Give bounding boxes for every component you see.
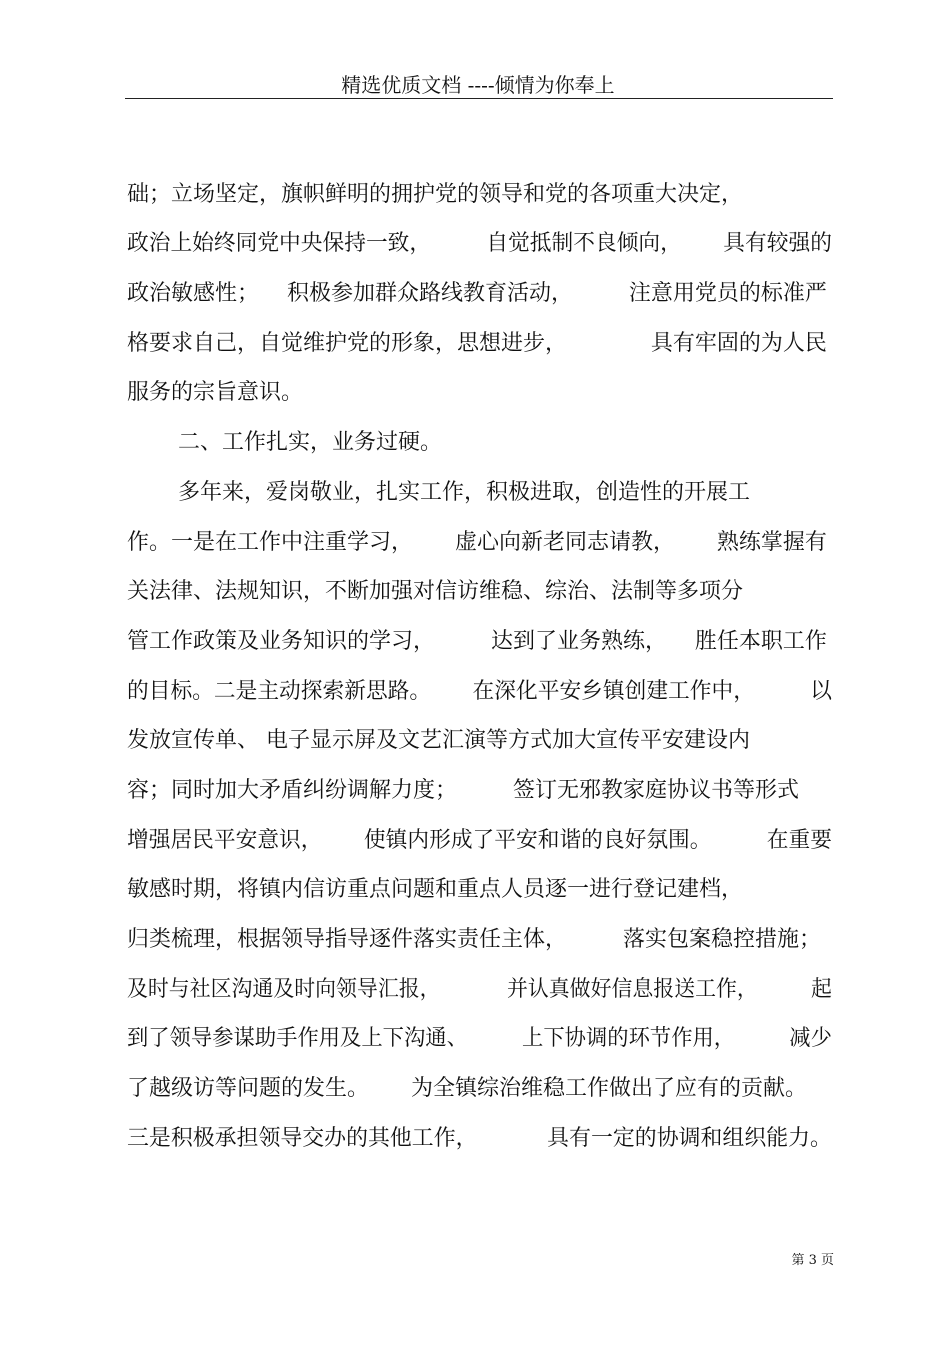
text-line: 增强居民平安意识， 使镇内形成了平安和谐的良好氛围。 在重要 — [127, 828, 832, 853]
text-line: 的目标。二是主动探索新思路。 在深化平安乡镇创建工作中， 以 — [127, 679, 832, 704]
text-line: 敏感时期，将镇内信访重点问题和重点人员逐一进行登记建档， — [127, 877, 744, 902]
text-line: 容；同时加大矛盾纠纷调解力度； 签订无邪教家庭协议书等形式 — [127, 778, 799, 803]
header-divider — [125, 98, 833, 99]
page-header-title: 精选优质文档 ----倾情为你奉上 — [341, 73, 615, 97]
text-line: 三是积极承担领导交办的其他工作， 具有一定的协调和组织能力。 — [127, 1126, 832, 1151]
text-line: 及时与社区沟通及时向领导汇报， 并认真做好信息报送工作， 起 — [127, 977, 832, 1002]
page-number: 第 3 页 — [791, 1253, 834, 1268]
text-line: 管工作政策及业务知识的学习， 达到了业务熟练， 胜任本职工作 — [127, 629, 827, 654]
text-line: 关法律、法规知识，不断加强对信访维稳、综治、法制等多项分 — [127, 579, 744, 604]
text-line: 政治上始终同党中央保持一致， 自觉抵制不良倾向， 具有较强的 — [127, 231, 832, 256]
text-line: 了越级访等问题的发生。 为全镇综治维稳工作做出了应有的贡献。 — [127, 1076, 807, 1101]
text-line: 发放宣传单、 电子显示屏及文艺汇演等方式加大宣传平安建设内 — [127, 728, 750, 753]
text-line: 多年来，爱岗敬业，扎实工作，积极进取，创造性的开展工 — [178, 480, 751, 505]
text-line: 政治敏感性； 积极参加群众路线教育活动， 注意用党员的标准严 — [127, 281, 827, 306]
text-line: 格要求自己，自觉维护党的形象，思想进步， 具有牢固的为人民 — [127, 331, 827, 356]
text-line: 础；立场坚定，旗帜鲜明的拥护党的领导和党的各项重大决定， — [127, 182, 744, 207]
text-line: 归类梳理，根据领导指导逐件落实责任主体， 落实包案稳控措施； — [127, 927, 821, 952]
text-line: 作。一是在工作中注重学习， 虚心向新老同志请教， 熟练掌握有 — [127, 530, 827, 555]
text-line: 到了领导参谋助手作用及上下沟通、 上下协调的环节作用， 减少 — [127, 1026, 832, 1051]
section-heading: 二、工作扎实，业务过硬。 — [178, 430, 443, 455]
text-line: 服务的宗旨意识。 — [127, 380, 304, 405]
